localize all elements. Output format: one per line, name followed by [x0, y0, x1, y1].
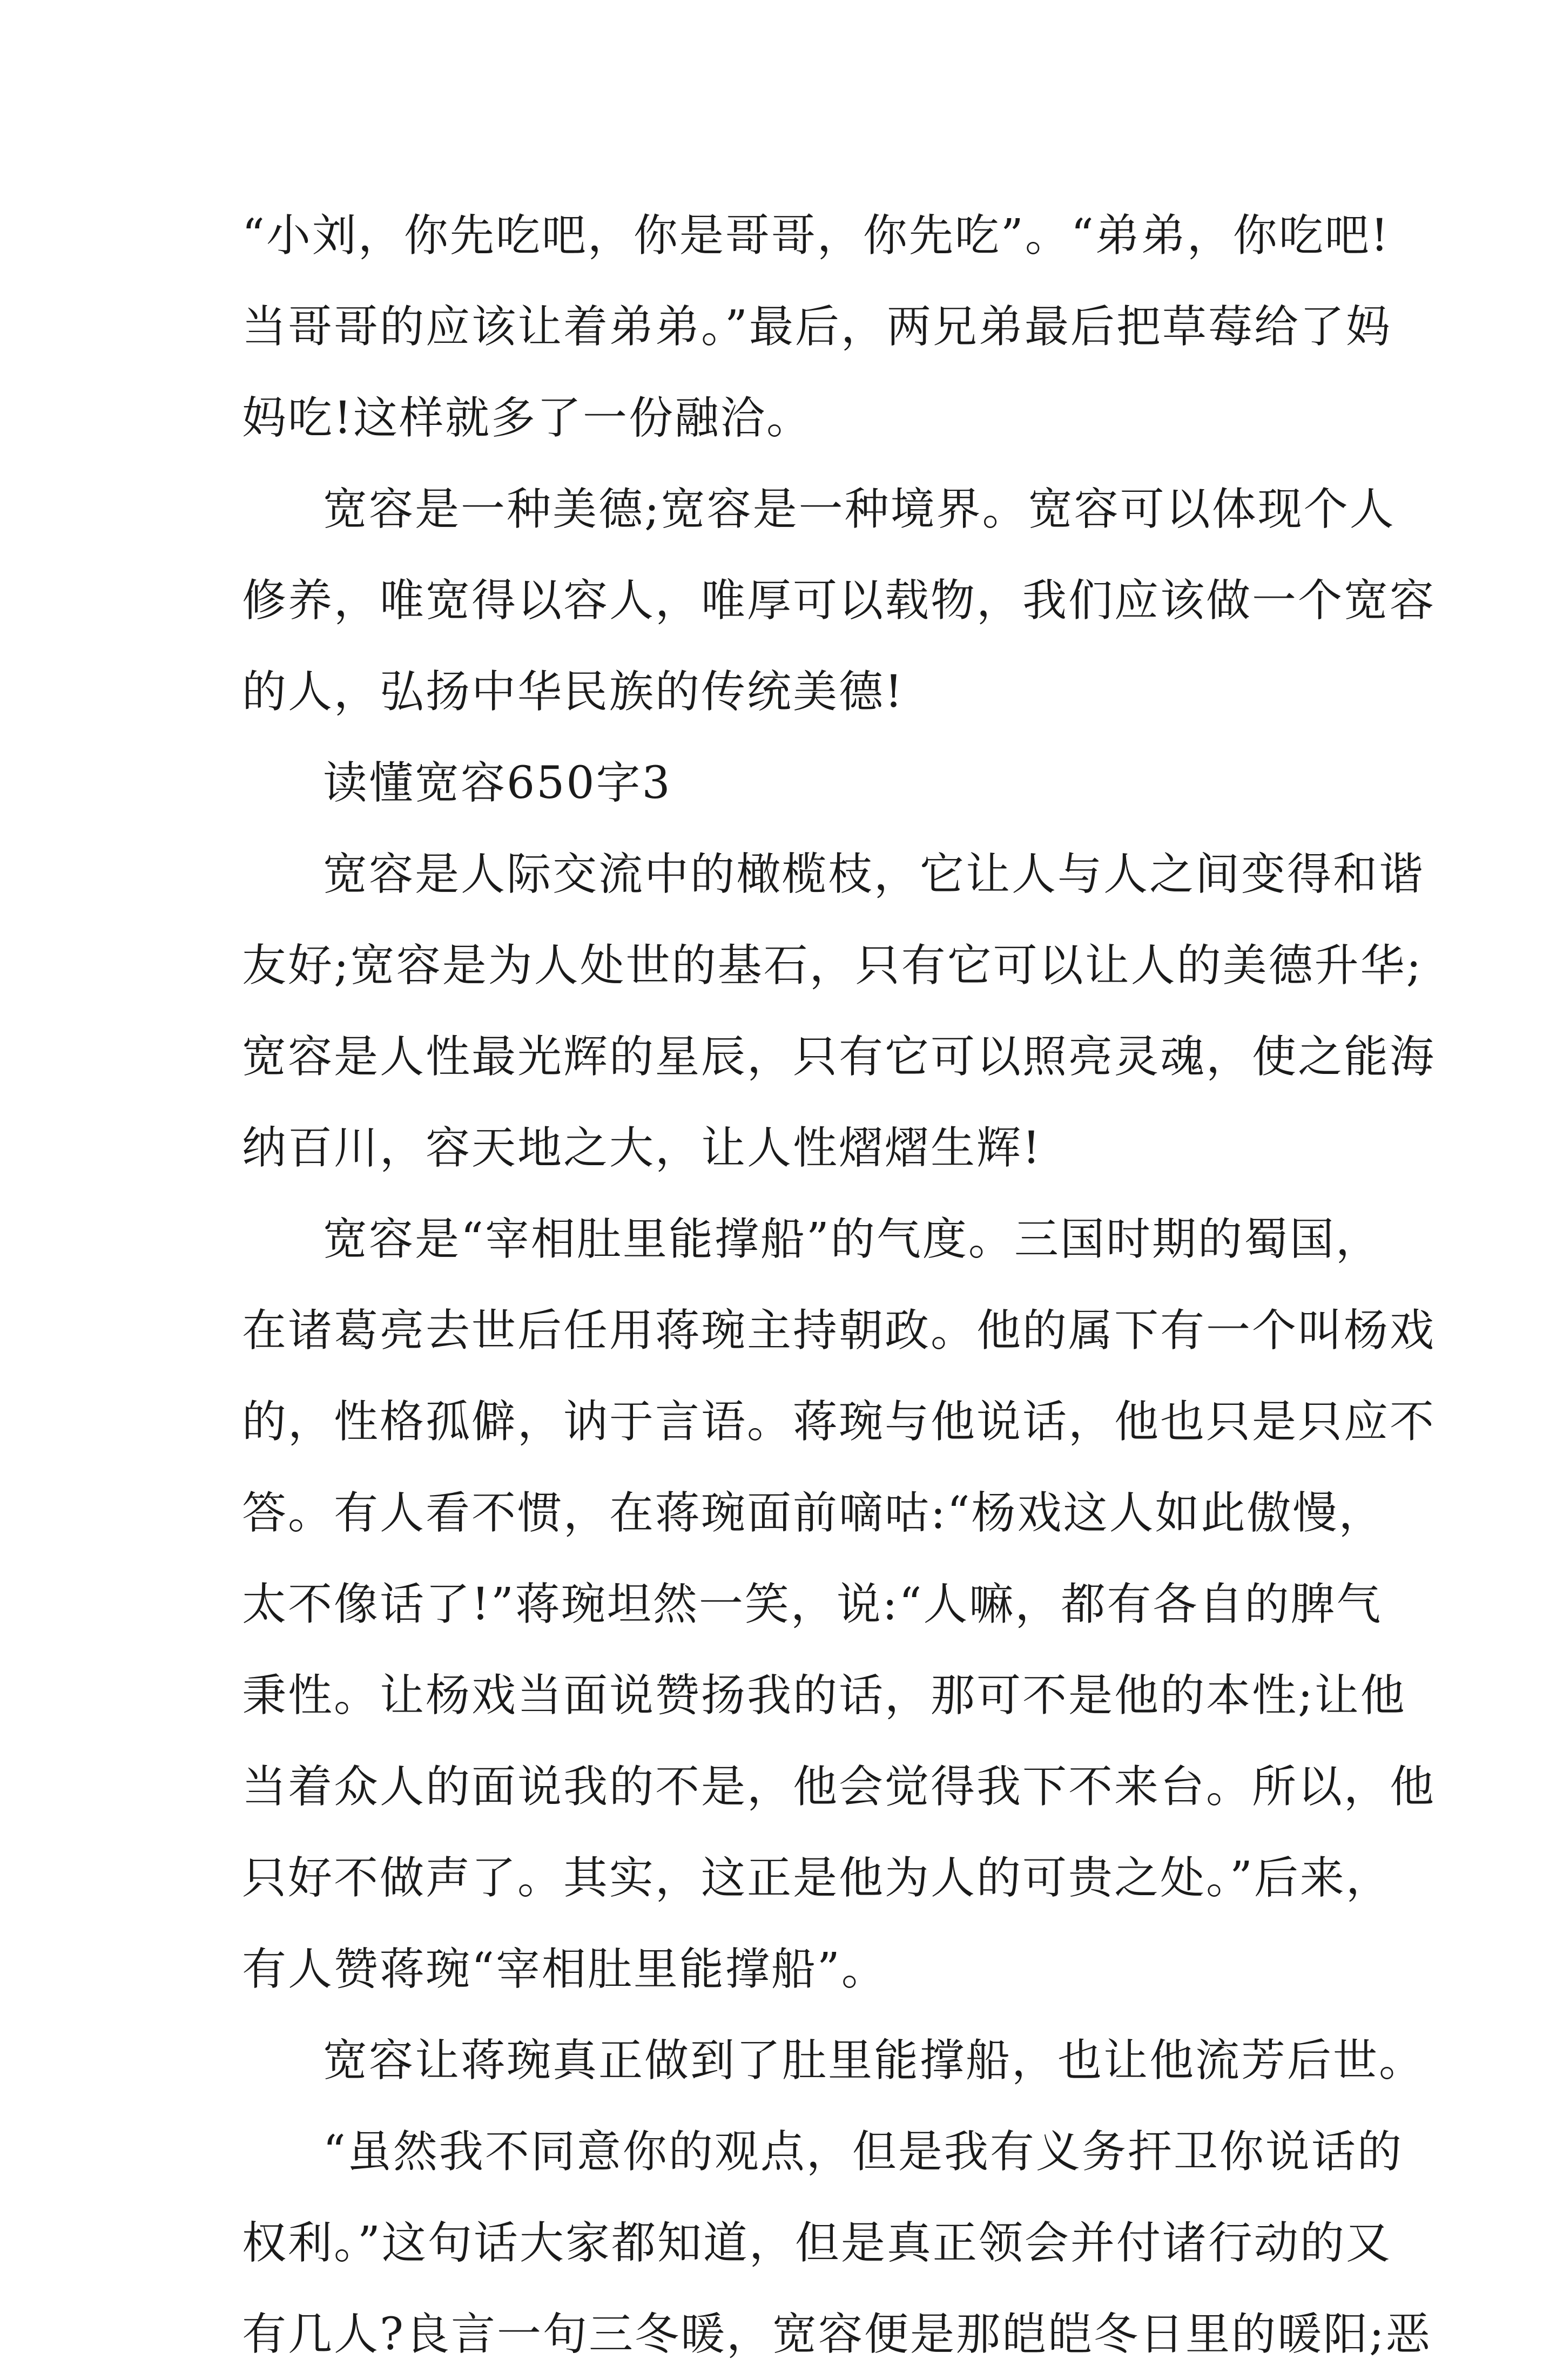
text-line: 秉性。让杨戏当面说赞扬我的话，那可不是他的本性;让他 — [242, 1670, 1406, 1721]
text-line: 当哥哥的应该让着弟弟。”最后，两兄弟最后把草莓给了妈 — [242, 301, 1392, 353]
paragraph-start-line: 宽容让蒋琬真正做到了肚里能撑船，也让他流芳后世。 — [323, 2035, 1425, 2086]
text-line: 友好;宽容是为人处世的基石，只有它可以让人的美德升华; — [242, 940, 1423, 991]
text-line: 有几人?良言一句三冬暖，宽容便是那皑皑冬日里的暖阳;恶 — [242, 2309, 1432, 2360]
text-line: 妈吃!这样就多了一份融洽。 — [242, 393, 812, 444]
text-line: 修养，唯宽得以容人，唯厚可以载物，我们应该做一个宽容 — [242, 575, 1436, 626]
text-line: 宽容是人性最光辉的星辰，只有它可以照亮灵魂，使之能海 — [242, 1031, 1436, 1083]
paragraph-start-line: “虽然我不同意你的观点，但是我有义务扞卫你说话的 — [323, 2126, 1403, 2178]
text-line: 在诸葛亮去世后任用蒋琬主持朝政。他的属下有一个叫杨戏 — [242, 1305, 1436, 1356]
text-line: 的，性格孤僻，讷于言语。蒋琬与他说话，他也只是只应不 — [242, 1396, 1436, 1448]
text-line: 纳百川，容天地之大，让人性熠熠生辉! — [242, 1123, 1042, 1174]
text-line: 权利。”这句话大家都知道，但是真正领会并付诸行动的又 — [242, 2217, 1392, 2269]
text-line: “小刘，你先吃吧，你是哥哥，你先吃”。“弟弟，你吃吧! — [242, 210, 1390, 261]
text-line: 太不像话了!”蒋琬坦然一笑，说:“人嘛，都有各自的脾气 — [242, 1579, 1383, 1630]
text-line: 答。有人看不惯，在蒋琬面前嘀咕:“杨戏这人如此傲慢， — [242, 1488, 1385, 1539]
text-line: 只好不做声了。其实，这正是他为人的可贵之处。”后来， — [242, 1852, 1392, 1904]
document-body — [242, 190, 1436, 2380]
paragraph-start-line: 宽容是人际交流中的橄榄枝，它让人与人之间变得和谐 — [323, 849, 1425, 900]
section-heading: 读懂宽容650字3 — [323, 758, 672, 809]
paragraph-start-line: 宽容是“宰相肚里能撑船”的气度。三国时期的蜀国， — [323, 1214, 1382, 1265]
text-line: 当着众人的面说我的不是，他会觉得我下不来台。所以，他 — [242, 1761, 1436, 1813]
paragraph-start-line: 宽容是一种美德;宽容是一种境界。宽容可以体现个人 — [323, 484, 1396, 535]
text-line: 有人赞蒋琬“宰相肚里能撑船”。 — [242, 1944, 887, 1995]
text-line: 的人，弘扬中华民族的传统美德! — [242, 666, 904, 718]
